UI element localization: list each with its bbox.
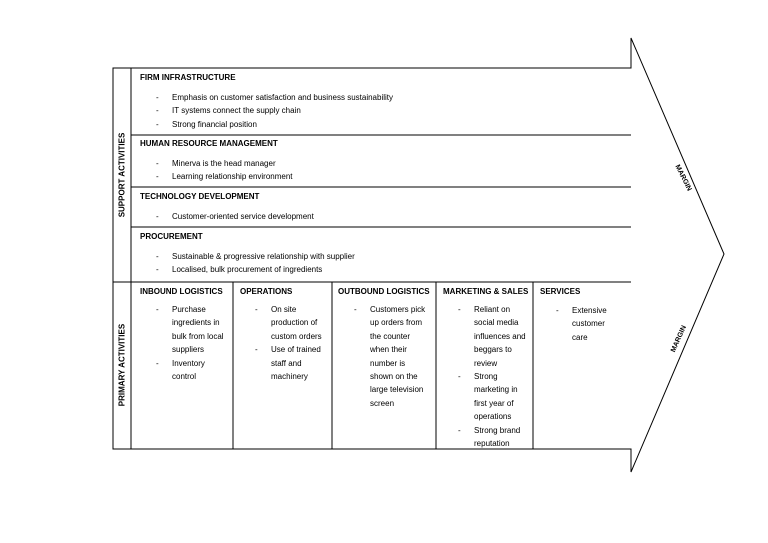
procurement-list bbox=[156, 250, 355, 277]
list-item: - Localised, bulk procurement of ingredients bbox=[156, 263, 355, 276]
support-activities-label: SUPPORT ACTIVITIES bbox=[117, 132, 127, 218]
firm-infrastructure-list bbox=[156, 91, 393, 131]
list-item: - On site production of custom orders bbox=[255, 303, 325, 343]
list-item: - Purchase ingredients in bulk from local suppliers bbox=[156, 303, 226, 357]
technology-list bbox=[156, 210, 314, 223]
list-item: - Extensive customer care bbox=[556, 304, 618, 344]
technology-title: TECHNOLOGY DEVELOPMENT bbox=[140, 192, 260, 201]
hrm-list bbox=[156, 157, 293, 184]
primary-activities-label: PRIMARY ACTIVITIES bbox=[117, 323, 127, 407]
outbound-logistics-title: OUTBOUND LOGISTICS bbox=[338, 287, 430, 296]
marketing-sales-title: MARKETING & SALES bbox=[443, 287, 529, 296]
list-item: - Emphasis on customer satisfaction and business sustainability bbox=[156, 91, 393, 104]
list-item: - Strong financial position bbox=[156, 118, 393, 131]
inbound-logistics-title: INBOUND LOGISTICS bbox=[140, 287, 223, 296]
list-item: - IT systems connect the supply chain bbox=[156, 104, 393, 117]
operations-title: OPERATIONS bbox=[240, 287, 293, 296]
marketing-sales-list bbox=[458, 303, 528, 450]
inbound-logistics-list bbox=[156, 303, 226, 383]
procurement-title: PROCUREMENT bbox=[140, 232, 203, 241]
margin-label-lower: MARGIN bbox=[670, 324, 688, 354]
list-item: - Customer-oriented service development bbox=[156, 210, 314, 223]
list-item: - Use of trained staff and machinery bbox=[255, 343, 325, 383]
firm-infrastructure-title: FIRM INFRASTRUCTURE bbox=[140, 73, 236, 82]
hrm-title: HUMAN RESOURCE MANAGEMENT bbox=[140, 139, 278, 148]
margin-label-upper: MARGIN bbox=[673, 163, 693, 193]
list-item: - Strong brand reputation bbox=[458, 424, 528, 451]
list-item: - Strong marketing in first year of operations bbox=[458, 370, 528, 424]
outbound-logistics-list bbox=[354, 303, 430, 410]
services-list bbox=[556, 304, 618, 344]
list-item: - Inventory control bbox=[156, 357, 226, 384]
list-item: - Sustainable & progressive relationship with supplier bbox=[156, 250, 355, 263]
list-item: - Reliant on social media influences and beggars to review bbox=[458, 303, 528, 370]
list-item: - Customers pick up orders from the counter when their number is shown on the large television screen bbox=[354, 303, 430, 410]
operations-list bbox=[255, 303, 325, 383]
list-item: - Minerva is the head manager bbox=[156, 157, 293, 170]
services-title: SERVICES bbox=[540, 287, 581, 296]
list-item: - Learning relationship environment bbox=[156, 170, 293, 183]
